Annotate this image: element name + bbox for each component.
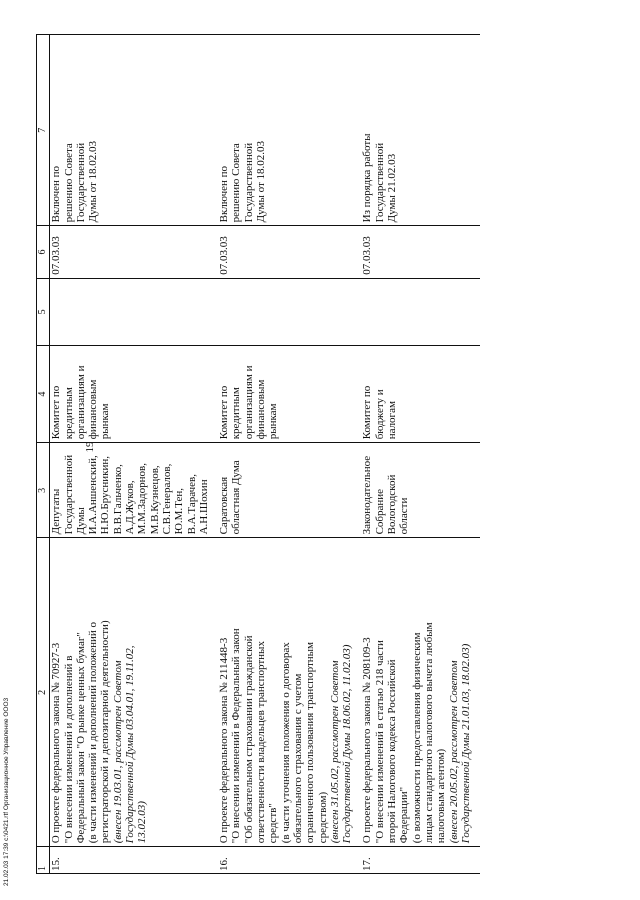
table-row xyxy=(50,35,218,874)
text-line: (в части изменений и дополнений положений о xyxy=(87,621,100,844)
text-line: решению Совета xyxy=(62,143,75,223)
text-line: М.М.Задорнов, xyxy=(136,463,149,535)
author-cell xyxy=(361,443,480,538)
author-cell xyxy=(50,443,218,538)
text-line: (внесен 19.03.01, рассмотрен Советом xyxy=(111,660,124,844)
text-line: рынкам xyxy=(267,403,280,440)
text-line: В.А.Тарачев, xyxy=(185,473,198,535)
text-line: Законодательное xyxy=(361,455,374,535)
text-line: (внесен 20.05.02, рассмотрен Советом xyxy=(447,660,460,844)
table-row xyxy=(218,35,361,874)
bill-title-cell xyxy=(50,538,218,847)
text-line: Комитет по xyxy=(50,385,63,440)
text-line: Комитет по xyxy=(361,385,374,440)
text-line: Думы от 18.02.03 xyxy=(255,140,268,223)
text-line: Государственной xyxy=(373,142,386,223)
text-line: решению Совета xyxy=(230,143,243,223)
text-line: В.В.Гальченко, xyxy=(111,464,124,535)
date-cell: 07.03.03 xyxy=(361,226,480,278)
text-line: (внесен 31.05.02, рассмотрен Советом xyxy=(328,660,341,844)
text-line: Государственной xyxy=(242,142,255,223)
text-line: Думы от 18.02.03 xyxy=(87,140,100,223)
basis-cell xyxy=(361,35,480,226)
col-header-1: 1 xyxy=(37,847,50,874)
text-line: второй Налогового кодекса Российской xyxy=(386,659,399,844)
text-line: регистраторской и депозитарной деятельности) xyxy=(99,620,112,844)
text-line: Федеральный закон "О рынке ценных бумаг" xyxy=(74,632,87,844)
text-line: Федерации" xyxy=(398,786,411,844)
text-line: Государственной Думы 21.01.03, 18.02.03) xyxy=(459,643,472,844)
text-line: (в части уточнения положения о договорах xyxy=(279,642,292,844)
col-header-7: 7 xyxy=(37,35,50,226)
text-line: Из порядка работы xyxy=(361,133,374,223)
text-line: М.В.Кузнецов, xyxy=(148,465,161,535)
text-line: организациям и xyxy=(242,365,255,440)
text-line: "О внесении изменений в статью 218 части xyxy=(373,640,386,844)
text-line: Государственной Думы 03.04.01, 19.11.02, xyxy=(124,645,137,844)
col-header-4: 4 xyxy=(37,346,50,443)
text-line: областная Дума xyxy=(230,460,243,535)
text-line: средством) xyxy=(316,791,329,844)
text-line: Ю.М.Тен, xyxy=(173,488,186,535)
bill-title-cell xyxy=(361,538,480,847)
column-5-cell xyxy=(361,278,480,345)
text-line: финансовым xyxy=(87,379,100,440)
text-line: А.Д.Жуков, xyxy=(124,480,137,535)
author-cell xyxy=(218,443,361,538)
basis-cell xyxy=(50,35,218,226)
text-line: финансовым xyxy=(255,379,268,440)
text-line: ограниченного пользования транспортным xyxy=(304,642,317,844)
text-line: Вологодской области xyxy=(386,474,411,535)
page-number: 19 xyxy=(84,441,96,453)
column-number-row xyxy=(37,35,50,874)
text-line: ответственности владельцев транспортных xyxy=(255,641,268,844)
column-5-cell xyxy=(218,278,361,345)
text-line: Саратовская xyxy=(218,476,231,535)
committee-cell xyxy=(218,346,361,443)
col-header-2: 2 xyxy=(37,538,50,847)
text-line: налоговым агентом) xyxy=(435,748,448,844)
text-line: Депутаты xyxy=(50,488,63,535)
text-line: Думы xyxy=(74,507,87,535)
footer-filestamp: 21.02.03 17:39 c:\0421.rtf Организационное Управление ООО3 xyxy=(3,697,10,886)
text-line: средств" xyxy=(267,803,280,844)
text-line: О проекте федерального закона № 211448-3 xyxy=(218,637,231,844)
table-row xyxy=(361,35,480,874)
text-line: О проекте федерального закона № 208109-3 xyxy=(361,637,374,844)
text-line: кредитным xyxy=(62,387,75,440)
date-cell: 07.03.03 xyxy=(218,226,361,278)
text-line: бюджету и xyxy=(373,389,386,440)
committee-cell xyxy=(50,346,218,443)
row-number: 17. xyxy=(361,847,480,874)
column-5-cell xyxy=(50,278,218,345)
date-cell: 07.03.03 xyxy=(50,226,218,278)
text-line: Государственной xyxy=(62,454,75,535)
text-line: Включен по xyxy=(50,165,63,223)
text-line: (о возможности предоставления физическим xyxy=(410,632,423,844)
text-line: "О внесении изменений и дополнений в xyxy=(62,655,75,844)
text-line: "Об обязательном страховании гражданской xyxy=(242,635,255,844)
text-line: С.В.Генералов, xyxy=(160,463,173,535)
text-line: "О внесении изменений в Федеральный закон xyxy=(230,628,243,844)
text-line: лицам стандартного налогового вычета любым xyxy=(422,622,435,844)
text-line: Государственной Думы 18.06.02, 11.02.03) xyxy=(341,644,354,844)
bills-table xyxy=(36,34,480,874)
text-line: обязательного страхования с учетом xyxy=(291,673,304,844)
rotated-page xyxy=(36,34,626,874)
bill-title-cell xyxy=(218,538,361,847)
committee-cell xyxy=(361,346,480,443)
basis-cell xyxy=(218,35,361,226)
row-number: 15. xyxy=(50,847,218,874)
text-line: кредитным xyxy=(230,387,243,440)
col-header-6: 6 xyxy=(37,226,50,278)
text-line: Комитет по xyxy=(218,385,231,440)
text-line: А.Н.Шохин xyxy=(197,479,210,535)
text-line: 13.02.03) xyxy=(136,801,149,844)
text-line: налогам xyxy=(386,401,399,440)
col-header-5: 5 xyxy=(37,278,50,345)
text-line: Думы 21.02.03 xyxy=(386,153,399,223)
row-number: 16. xyxy=(218,847,361,874)
text-line: рынкам xyxy=(99,403,112,440)
text-line: организациям и xyxy=(74,365,87,440)
text-line: Государственной xyxy=(74,142,87,223)
text-line: О проекте федерального закона № 70927-3 xyxy=(50,642,63,844)
col-header-3: 3 xyxy=(37,443,50,538)
text-line: Собрание xyxy=(373,488,386,535)
text-line: Н.Ю.Брусникин, xyxy=(99,455,112,535)
text-line: И.А.Аншенский, xyxy=(87,455,100,535)
text-line: Включен по xyxy=(218,165,231,223)
